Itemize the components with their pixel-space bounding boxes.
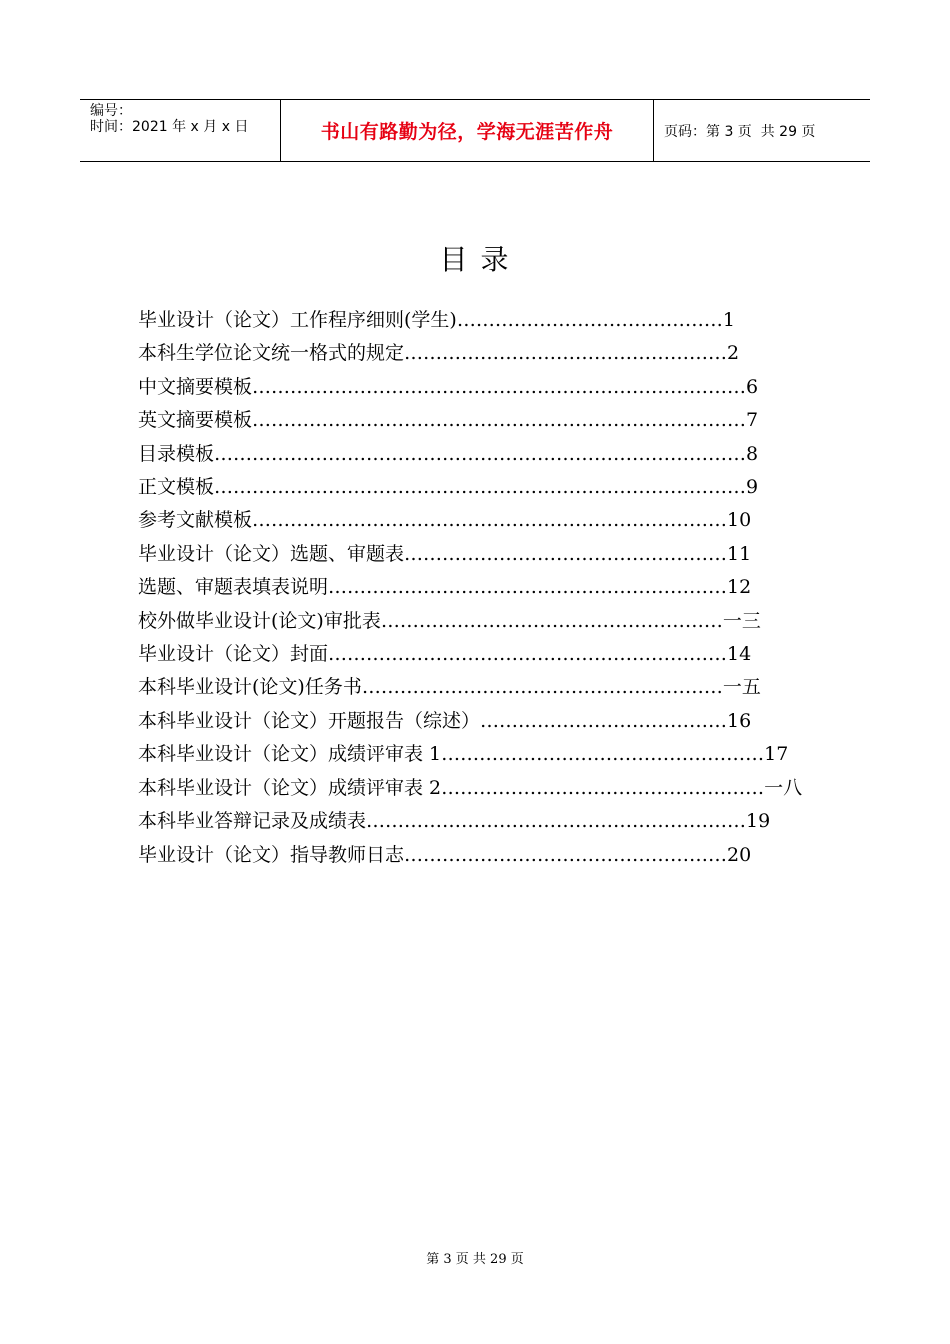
- toc-entry[interactable]: 选题、审题表填表说明………………………………………………………12: [138, 576, 752, 599]
- toc-entry[interactable]: 校外做毕业设计(论文)审批表………………………………………………一三: [138, 609, 761, 632]
- page-title: 目 录: [439, 243, 511, 276]
- toc-entry[interactable]: 本科毕业设计（论文）成绩评审表 1……………………………………………17: [138, 743, 789, 766]
- toc-entry[interactable]: 本科毕业设计（论文）成绩评审表 2……………………………………………一八: [138, 776, 803, 799]
- toc-entry[interactable]: 目录模板…………………………………………………………………………8: [138, 442, 759, 465]
- header-page-cell: [654, 100, 870, 161]
- toc-entry[interactable]: 毕业设计（论文）封面………………………………………………………14: [138, 643, 752, 666]
- toc-entry[interactable]: 本科毕业设计（论文）开题报告（综述）…………………………………16: [138, 709, 752, 732]
- header-meta-cell: [80, 100, 281, 161]
- header-motto-cell: [281, 100, 654, 161]
- toc-entry[interactable]: 毕业设计（论文）工作程序细则(学生)……………………………………1: [138, 309, 735, 331]
- document-header: [80, 99, 870, 162]
- toc-entry[interactable]: 本科生学位论文统一格式的规定……………………………………………2: [138, 342, 740, 365]
- toc-entry[interactable]: 本科毕业答辩记录及成绩表……………………………………………………19: [138, 810, 771, 833]
- motto-text: 书山有路勤为径，学海无涯苦作舟: [320, 121, 614, 143]
- toc-entry[interactable]: 英文摘要模板……………………………………………………………………7: [138, 409, 759, 432]
- toc-entry[interactable]: 正文模板…………………………………………………………………………9: [138, 476, 759, 499]
- toc-entry[interactable]: 本科毕业设计(论文)任务书…………………………………………………一五: [138, 676, 761, 699]
- toc-entry[interactable]: 毕业设计（论文）指导教师日志……………………………………………20: [138, 843, 752, 866]
- toc-entry[interactable]: 毕业设计（论文）选题、审题表……………………………………………11: [138, 542, 752, 565]
- page-footer: 第 3 页 共 29 页: [426, 1252, 524, 1267]
- date-label: 时间：2021 年 x 月 x 日: [90, 119, 249, 135]
- page-info: 页码：第 3 页 共 29 页: [664, 123, 816, 140]
- toc-entry[interactable]: 中文摘要模板……………………………………………………………………6: [138, 375, 759, 398]
- toc-entry[interactable]: 参考文献模板…………………………………………………………………10: [138, 509, 752, 532]
- table-of-contents: [138, 304, 814, 872]
- number-label: 编号：: [90, 103, 132, 119]
